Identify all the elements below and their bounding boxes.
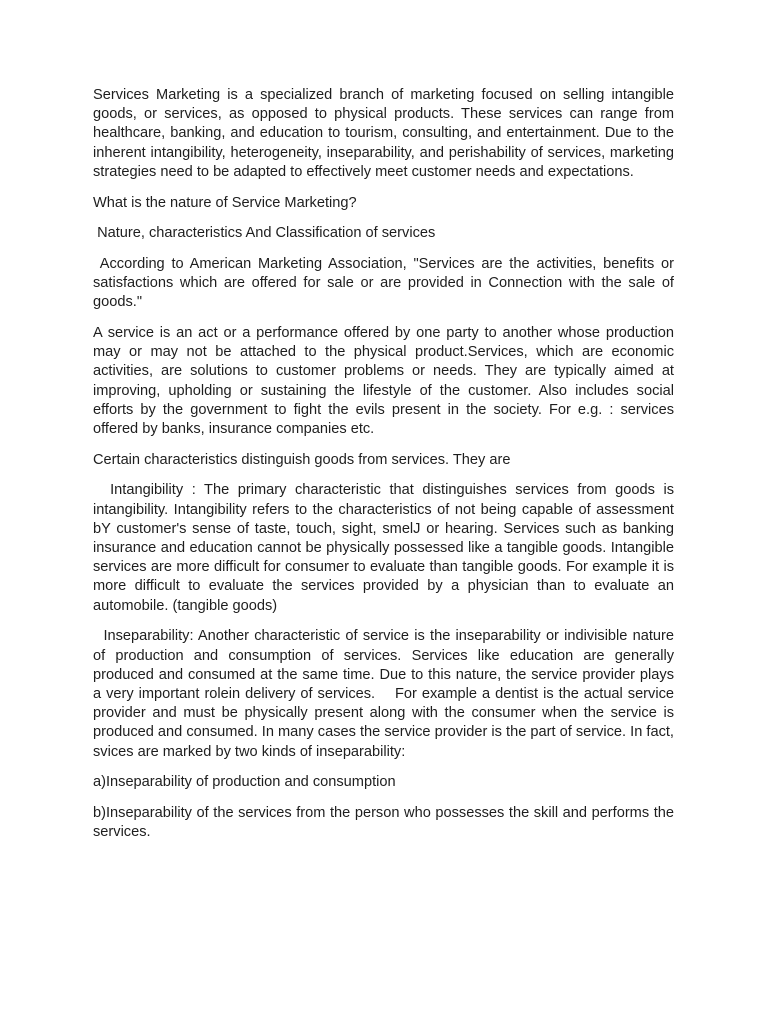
section-heading: Nature, characteristics And Classification of services (93, 225, 436, 242)
characteristics-intro: Certain characteristics distinguish goods from services. They are (93, 451, 511, 468)
question-heading: What is the nature of Service Marketing? (93, 194, 357, 211)
intro-paragraph: Services Marketing is a specialized branch of marketing focused on selling intangible goods, or services, as opposed to physical products. These services can range from healthcare, banking, and education to tourism, consulting, and entertainment. Due to the inherent intangibility, heterogeneity, inseparability, and perishability of services, marketing strategies need to be adapted to effectively meet customer needs and expectations. (93, 87, 679, 180)
inseparability-item-a: a)Inseparability of production and consumption (93, 774, 396, 791)
inseparability-item-b: b)Inseparability of the services from the person who possesses the skill and performs the services. (93, 805, 679, 841)
document-page (93, 86, 679, 854)
ama-definition-paragraph: According to American Marketing Association, "Services are the activities, benefits or satisfactions which are offered for sale or are provided in Connection with the sale of goods." (93, 255, 679, 311)
intangibility-paragraph: Intangibility : The primary characteristic that distinguishes services from goods is intangibility. Intangibility refers to the characteristics of not being capable of assessment bY customer's sense of taste, touch, sight, smelJ or hearing. Services such as banking insurance and education cannot be physically possessed like a tangible goods. Intangible services are more difficult for consumer to evaluate than tangible goods. For example it is more difficult to evaluate the services provided by a physician than to evaluate an automobile. (tangible goods) (93, 482, 679, 614)
inseparability-paragraph: Inseparability: Another characteristic of service is the inseparability or indivisible nature of production and consumption of services. Services like education are generally produced and consumed at the same time. Due to this nature, the service provider plays a very important rolein delivery of services. For example a dentist is the actual service provider and must be physically present along with the consumer when the service is produced and consumed. In many cases the service provider is the part of service. In fact, svices are marked by two kinds of inseparability: (93, 628, 679, 760)
service-definition-paragraph: A service is an act or a performance offered by one party to another whose production may or may not be attached to the physical product.Services, which are economic activities, are solutions to customer problems or needs. They are typically aimed at improving, upholding or sustaining the lifestyle of the customer. Also includes social efforts by the government to fight the evils present in the society. For e.g. : services offered by banks, insurance companies etc. (93, 325, 679, 438)
